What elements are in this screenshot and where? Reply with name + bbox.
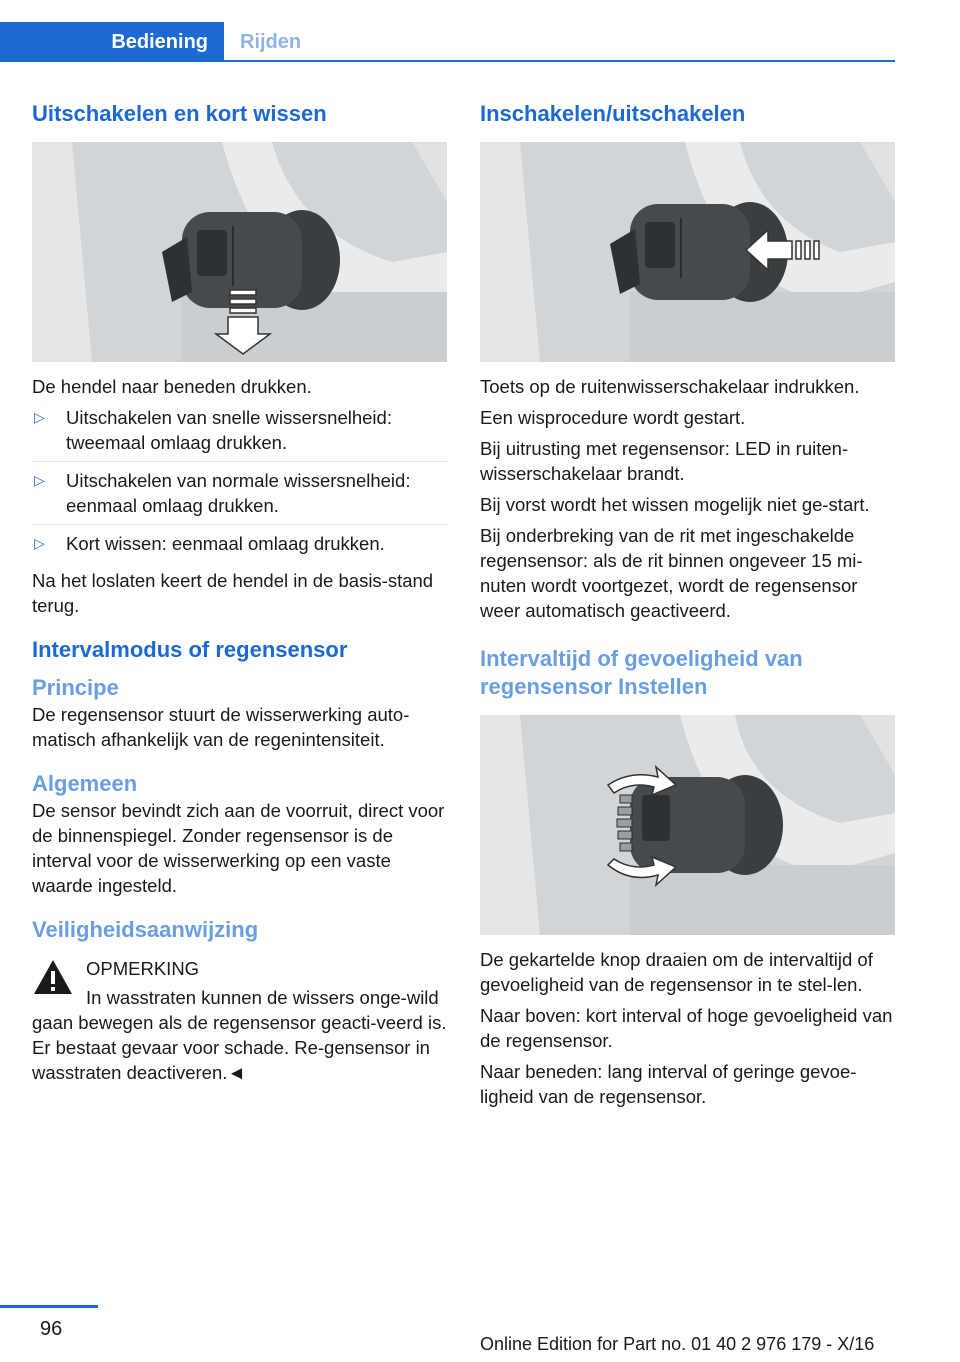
bullet-list bbox=[32, 405, 448, 562]
page-number-rule bbox=[0, 1305, 98, 1308]
text-wisprocedure: Een wisprocedure wordt gestart. bbox=[480, 407, 746, 428]
subheading-principe: Principe bbox=[32, 675, 119, 700]
triangle-bullet-icon: ▷ bbox=[34, 472, 45, 488]
text-algemeen: De sensor bevindt zich aan de voorruit, direct voor de binnenspiegel. Zonder regensensor is de interval voor de wisserwerking op een vaste waarde ingesteld. bbox=[32, 800, 445, 896]
figure-knurled-knob bbox=[480, 715, 895, 935]
warning-triangle-icon bbox=[32, 958, 74, 1001]
list-item: ▷ Uitschakelen van normale wissersnelheid: eenmaal omlaag drukken. bbox=[32, 468, 448, 525]
figure-stalk-button bbox=[480, 142, 895, 362]
heading-intervaltijd: Intervaltijd of gevoeligheid van regensensor Instellen bbox=[480, 646, 803, 699]
heading-uitschakelen: Uitschakelen en kort wissen bbox=[32, 101, 327, 126]
list-item: ▷ Kort wissen: eenmaal omlaag drukken. bbox=[34, 533, 385, 554]
header-bar bbox=[0, 0, 960, 62]
text-vorst: Bij vorst wordt het wissen mogelijk niet ge-start. bbox=[480, 494, 870, 515]
triangle-bullet-icon: ▷ bbox=[34, 409, 45, 425]
warning-text: In wasstraten kunnen de wissers onge-wild gaan bewegen als de regensensor geacti-veerd is. Er bestaat gevaar voor schade. Re-gensensor in wasstraten deactiveren.◄ bbox=[32, 987, 447, 1083]
tab-bediening[interactable]: Bediening bbox=[0, 22, 224, 62]
figure-stalk-down bbox=[32, 142, 447, 362]
subheading-algemeen: Algemeen bbox=[32, 771, 138, 796]
heading-intervalmodus: Intervalmodus of regensensor bbox=[32, 637, 348, 662]
text-basisstand: Na het loslaten keert de hendel in de basis-stand terug. bbox=[32, 570, 434, 616]
tab-rijden[interactable]: Rijden bbox=[240, 30, 302, 53]
right-column bbox=[480, 100, 896, 1115]
text-principe: De regensensor stuurt de wisserwerking auto-matisch afhankelijk van de regenintensiteit. bbox=[32, 704, 410, 750]
text-naar-boven: Naar boven: kort interval of hoge gevoeligheid van de regensensor. bbox=[480, 1005, 893, 1051]
triangle-bullet-icon: ▷ bbox=[34, 535, 45, 551]
left-column bbox=[32, 100, 448, 1085]
heading-inschakelen: Inschakelen/uitschakelen bbox=[480, 101, 746, 126]
text-naar-beneden: Naar beneden: lang interval of geringe gevoe-ligheid van de regensensor. bbox=[480, 1061, 857, 1107]
text-gekartelde-knop: De gekartelde knop draaien om de intervaltijd of gevoeligheid van de regensensor in te stel-len. bbox=[480, 949, 873, 995]
list-item: ▷ Uitschakelen van snelle wissersnelheid: tweemaal omlaag drukken. bbox=[32, 405, 448, 462]
text-toets: Toets op de ruitenwisserschakelaar indrukken. bbox=[480, 376, 860, 397]
wiper-stalk-illustration bbox=[617, 775, 783, 875]
subheading-veiligheid: Veiligheidsaanwijzing bbox=[32, 917, 259, 942]
footer-edition: Online Edition for Part no. 01 40 2 976 179 - X/16 bbox=[480, 1334, 875, 1354]
warning-title: OPMERKING bbox=[86, 958, 200, 979]
text-druk-hendel: De hendel naar beneden drukken. bbox=[32, 376, 312, 397]
text-onderbreking: Bij onderbreking van de rit met ingeschakelde regensensor: als de rit binnen ongeveer 15 mi-nuten wordt voortgezet, wordt de regensensor weer automatisch geactiveerd. bbox=[480, 525, 863, 621]
warning-block bbox=[32, 956, 448, 1085]
page-number: 96 bbox=[40, 1318, 63, 1340]
text-led: Bij uitrusting met regensensor: LED in ruiten-wisserschakelaar brandt. bbox=[480, 438, 849, 484]
header-rule bbox=[224, 60, 895, 62]
